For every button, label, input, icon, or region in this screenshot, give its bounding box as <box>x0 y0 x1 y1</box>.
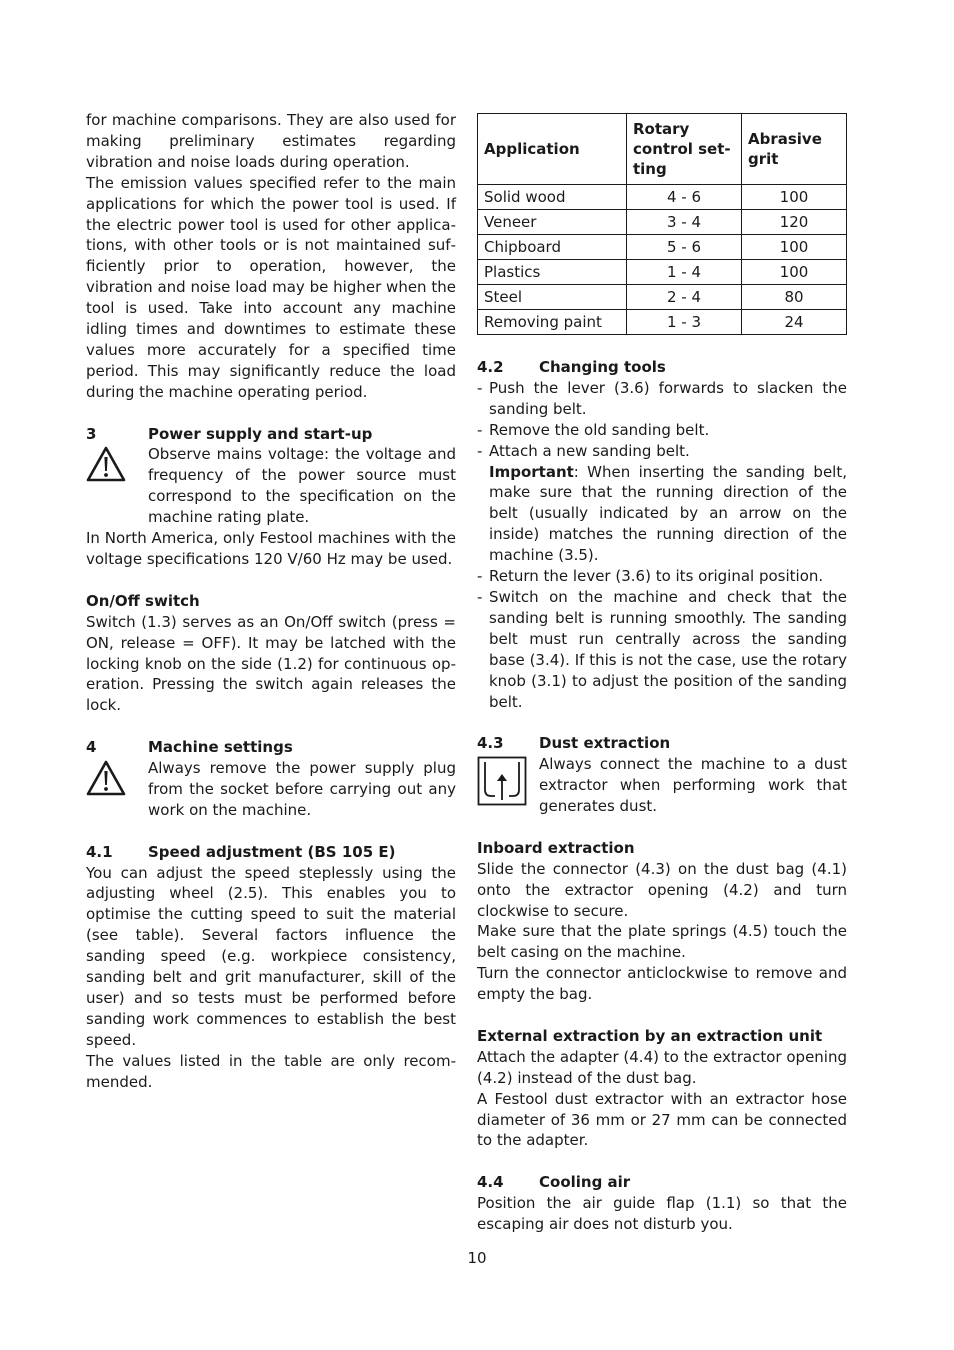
page-number: 10 <box>467 1249 487 1267</box>
section-number: 4.1 <box>86 842 113 861</box>
table-row <box>478 285 847 310</box>
north-america-note: In North America, only Festool machines with the voltage specifications 120 V/60 Hz may be used. <box>86 529 456 569</box>
table-cell: 100 <box>742 235 847 260</box>
list-item: - Push the lever (3.6) forwards to slacken the sanding belt. <box>477 378 847 420</box>
table-header-row <box>478 114 847 185</box>
table-row <box>478 310 847 335</box>
intro-paragraph-1: for machine comparisons. They are also used for making preliminary estimates regarding vibration and noise loads during operation. <box>86 111 456 171</box>
important-note <box>477 462 847 567</box>
section-4-4-heading <box>477 1172 847 1193</box>
table-row <box>478 235 847 260</box>
left-column <box>86 110 456 1093</box>
section-number: 4.3 <box>477 734 504 753</box>
table-cell: Solid wood <box>478 185 627 210</box>
table-cell: 24 <box>742 310 847 335</box>
table-cell: Chipboard <box>478 235 627 260</box>
section-4-3-heading <box>477 733 847 754</box>
settings-table <box>477 113 847 335</box>
table-cell: 100 <box>742 185 847 210</box>
right-column <box>477 110 847 1235</box>
warning-triangle-icon <box>86 446 126 483</box>
table-cell: 80 <box>742 285 847 310</box>
dust-text: Always connect the machine to a dust extractor when performing work that generates dust. <box>539 755 847 816</box>
warning-text: Observe mains voltage: the voltage and frequency of the power source must correspond to the specification on the machine rating plate. <box>148 445 456 527</box>
table-row <box>478 210 847 235</box>
speed-paragraph-1: You can adjust the speed steplessly using the adjusting wheel (2.5). This enables you to optimise the cutting speed to suit the material (see table). Several factors influence the sanding speed (e.g. workpiece consistency, sanding belt and grit manufacturer, skill of the user) and so tests must be performed before sanding work commences to establish the best speed. <box>86 863 456 1049</box>
list-item: - Remove the old sanding belt. <box>477 420 847 441</box>
section-title: Dust extraction <box>539 734 671 753</box>
external-paragraph-1: Attach the adapter (4.4) to the extractor opening (4.2) instead of the dust bag. <box>477 1047 847 1087</box>
table-cell: 2 - 4 <box>627 285 742 310</box>
table-cell: Veneer <box>478 210 627 235</box>
dust-notice <box>477 754 847 817</box>
inboard-paragraph-3: Turn the connector anticlockwise to remove and empty the bag. <box>477 964 847 1004</box>
warning-text: Always remove the power supply plug from the socket before carrying out any work on the machine. <box>148 759 456 819</box>
table-cell: 5 - 6 <box>627 235 742 260</box>
section-4-2-heading <box>477 357 847 378</box>
table-cell: 120 <box>742 210 847 235</box>
warning-triangle-icon <box>86 760 126 797</box>
table-cell: 4 - 6 <box>627 185 742 210</box>
table-row <box>478 185 847 210</box>
important-label: Important <box>489 462 574 481</box>
cooling-air-text: Position the air guide flap (1.1) so that the escaping air does not disturb you. <box>477 1194 847 1234</box>
table-cell: Plastics <box>478 260 627 285</box>
section-number: 4.4 <box>477 1173 504 1192</box>
onoff-heading: On/Off switch <box>86 591 200 610</box>
inboard-paragraph-2: Make sure that the plate springs (4.5) touch the belt casing on the machine. <box>477 922 847 962</box>
section-title: Machine settings <box>148 738 293 757</box>
intro-paragraph-2: The emission values specified refer to the main applications for which the power tool is used. If the electric power tool is used for other applications, with other tools or is not maintained sufficiently prior to operation, however, the vibration and noise load may be higher when the tool is used. Take into account any machine idling times and downtimes to estimate these values more accurately for a specified time period. This may significantly reduce the load during the machine operating period. <box>86 173 456 401</box>
settings-warning <box>86 758 456 821</box>
table-cell: 100 <box>742 260 847 285</box>
speed-paragraph-2: The values listed in the table are only recommended. <box>86 1051 456 1091</box>
table-header-rotary: Rotary control setting <box>627 114 742 185</box>
list-item: - Attach a new sanding belt. <box>477 441 847 462</box>
table-cell: Steel <box>478 285 627 310</box>
list-item: - Switch on the machine and check that the sanding belt is running smoothly. The sanding belt must run centrally across the sanding base (3.4). If this is not the case, use the rotary knob (3.1) to adjust the position of the sanding belt. <box>477 587 847 712</box>
external-heading: External extraction by an extraction unit <box>477 1026 823 1045</box>
section-4-1-heading <box>86 842 456 863</box>
table-row <box>478 260 847 285</box>
inboard-heading: Inboard extraction <box>477 838 635 857</box>
changing-tools-list-2 <box>477 566 847 712</box>
changing-tools-list <box>477 378 847 462</box>
section-number: 3 <box>86 424 97 443</box>
table-cell: Removing paint <box>478 310 627 335</box>
list-item: - Return the lever (3.6) to its original position. <box>477 566 847 587</box>
table-cell: 1 - 3 <box>627 310 742 335</box>
section-3-heading <box>86 424 456 445</box>
table-cell: 1 - 4 <box>627 260 742 285</box>
power-warning <box>86 444 456 528</box>
section-4-heading <box>86 737 456 758</box>
onoff-text: Switch (1.3) serves as an On/Off switch (press = ON, release = OFF). It may be latched with the locking knob on the side (1.2) for continuous operation. Pressing the switch again releases the lock. <box>86 612 456 715</box>
important-text: : When inserting the sanding belt, make sure that the running direction of the belt (usually indicated by an arrow on the inside) matches the running direction of the machine (3.5). <box>489 462 847 565</box>
table-cell: 3 - 4 <box>627 210 742 235</box>
section-title: Changing tools <box>539 358 666 376</box>
external-paragraph-2: A Festool dust extractor with an extractor hose diameter of 36 mm or 27 mm can be connected to the adapter. <box>477 1089 847 1150</box>
section-number: 4.2 <box>477 358 504 376</box>
section-title: Speed adjustment (BS 105 E) <box>148 842 396 861</box>
inboard-paragraph-1: Slide the connector (4.3) on the dust bag (4.1) onto the extractor opening (4.2) and turn clockwise to secure. <box>477 859 847 920</box>
section-title: Power supply and start-up <box>148 424 373 443</box>
section-title: Cooling air <box>539 1173 631 1192</box>
table-header-grit: Abrasive grit <box>742 114 847 185</box>
section-number: 4 <box>86 738 97 757</box>
dust-extraction-icon <box>477 756 527 806</box>
table-header-application: Application <box>478 114 627 185</box>
